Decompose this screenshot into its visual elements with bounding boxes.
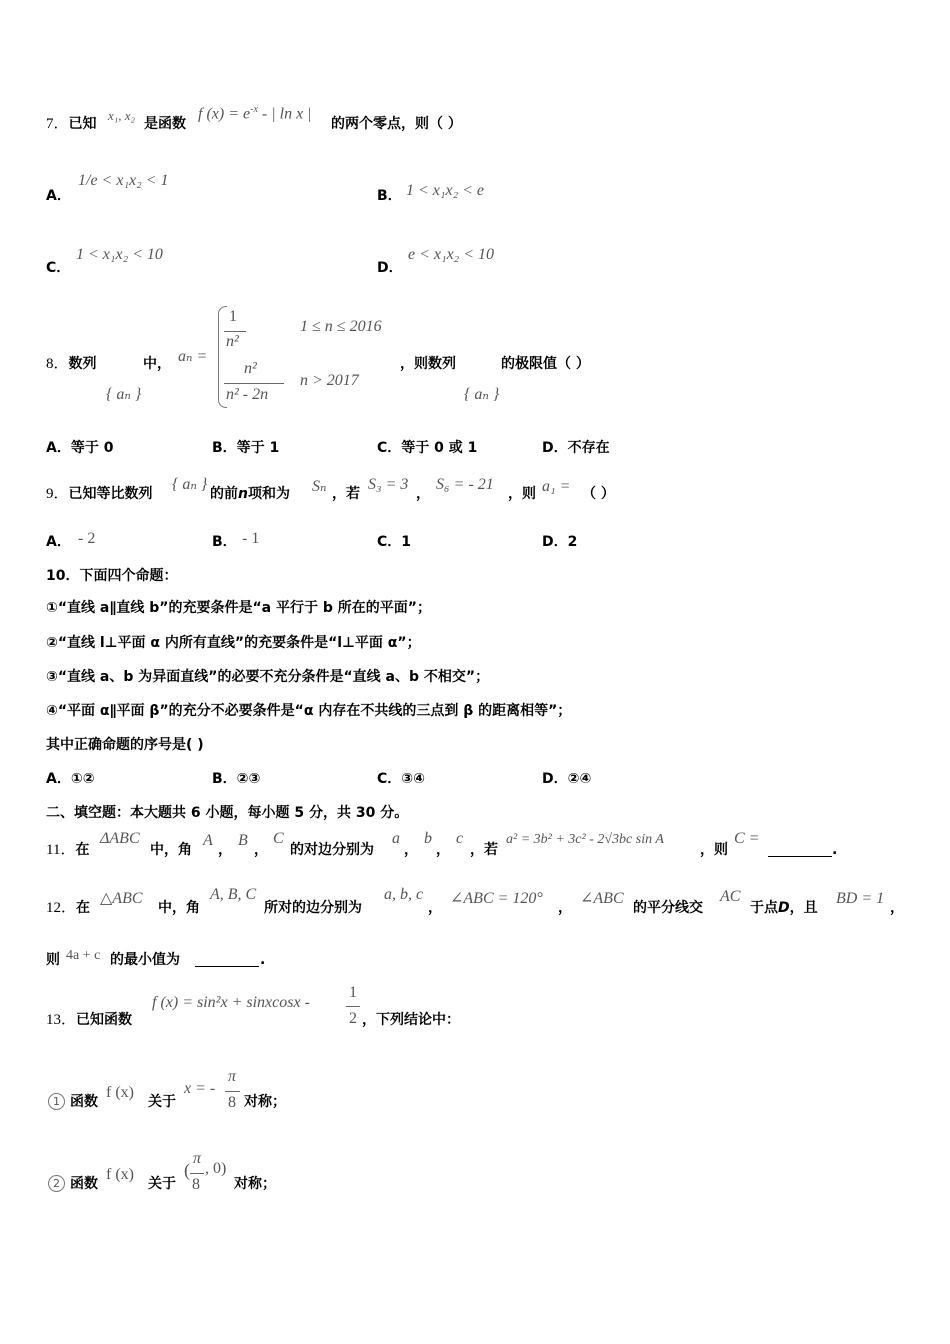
q10-ask: 其中正确命题的序号是( ) bbox=[46, 737, 204, 753]
q12-text-7a: 于点 bbox=[750, 900, 778, 916]
q11-text-9: ，则 bbox=[700, 842, 728, 858]
q7-stem bbox=[46, 114, 97, 134]
q13-s2-den: 8 bbox=[192, 1176, 200, 1193]
q12-text-7 bbox=[750, 898, 818, 918]
q13-s2-close: , 0) bbox=[205, 1160, 227, 1177]
q12-text-4: ， bbox=[428, 900, 442, 916]
q9-s3: S₃ = 3 bbox=[368, 476, 409, 493]
q13-s1-x: x = - bbox=[184, 1080, 216, 1097]
q11-number: 11． bbox=[46, 842, 76, 858]
q8-case1-den: n² bbox=[226, 333, 239, 350]
q7-option-b-math: 1 < x₁x₂ < e bbox=[406, 182, 485, 199]
q8-an-lhs: aₙ = bbox=[178, 348, 208, 365]
q8-case2-den: n² - 2n bbox=[226, 386, 269, 403]
q9-text-n: n bbox=[238, 486, 248, 502]
q12-BD: BD = 1 bbox=[836, 890, 885, 907]
q13-s1-text-2: 关于 bbox=[148, 1094, 176, 1110]
q11-text-7: ， bbox=[436, 842, 450, 858]
q9-text-6: ， bbox=[416, 486, 430, 502]
q10-prop-1: ①“直线 a∥直线 b”的充要条件是“a 平行于 b 所在的平面”； bbox=[46, 600, 431, 616]
q8-option-c: C．等于 0 或 1 bbox=[377, 440, 478, 456]
q9-option-a-label: A． bbox=[46, 534, 71, 550]
q13-text-2: ，下列结论中： bbox=[362, 1012, 460, 1028]
q12-text-3: 所对的边分别为 bbox=[264, 900, 362, 916]
q7-number: 7． bbox=[46, 116, 69, 132]
q13-text-1: 已知函数 bbox=[76, 1012, 133, 1028]
q7-math-function bbox=[198, 104, 312, 123]
q7-function-lhs: f (x) = e bbox=[198, 105, 251, 123]
q9-s6: S₆ = - 21 bbox=[436, 476, 494, 493]
q11-text-3: ， bbox=[218, 842, 232, 858]
q13-stem bbox=[46, 1010, 132, 1030]
q12-point-D: D bbox=[778, 900, 790, 916]
q9-option-c: C．1 bbox=[377, 534, 412, 550]
q13-s2-text-2: 关于 bbox=[148, 1176, 176, 1192]
q8-case2-cond: n > 2017 bbox=[300, 372, 359, 389]
q8-stem bbox=[46, 354, 97, 374]
q11-text-2: 中，角 bbox=[150, 842, 192, 858]
q10-prop-2: ②“直线 l⊥平面 α 内所有直线”的充要条件是“l⊥平面 α”； bbox=[46, 635, 421, 651]
q9-text-7: ，则 bbox=[508, 486, 536, 502]
q13-s2-pi: π bbox=[193, 1150, 202, 1167]
q8-seq-1: { aₙ } bbox=[106, 386, 142, 403]
q9-text-1: 已知等比数列 bbox=[68, 486, 153, 502]
q13-s2-text-1: 函数 bbox=[70, 1176, 98, 1192]
q7-text-2: 是函数 bbox=[144, 116, 186, 132]
q13-s1-pi: π bbox=[228, 1068, 237, 1085]
q13-s1-fx: f (x) bbox=[106, 1084, 134, 1101]
q9-text-5: ，若 bbox=[332, 486, 360, 502]
q8-case1-bar bbox=[224, 331, 246, 332]
q10-head: 10．下面四个命题： bbox=[46, 568, 178, 584]
q9-a1: a₁ = bbox=[542, 478, 571, 495]
q11-text-1: 在 bbox=[75, 842, 90, 858]
q11-text-6: ， bbox=[404, 842, 418, 858]
q11-text-4: ， bbox=[254, 842, 268, 858]
q11-text-8: ，若 bbox=[470, 842, 498, 858]
q12-number: 12． bbox=[46, 900, 77, 916]
q10-option-b: B．②③ bbox=[212, 771, 261, 787]
q8-text-4: 的极限值（ ） bbox=[501, 356, 590, 372]
q13-s2-text-3: 对称； bbox=[234, 1176, 276, 1192]
q9-seq: { aₙ } bbox=[172, 476, 208, 493]
q9-text-2b: 项和为 bbox=[247, 486, 290, 502]
q10-option-c: C．③④ bbox=[377, 771, 425, 787]
q7-option-d-math: e < x₁x₂ < 10 bbox=[408, 246, 495, 263]
q7-function-exp: -x bbox=[250, 104, 258, 115]
q7-option-c-math: 1 < x₁x₂ < 10 bbox=[76, 246, 163, 263]
q9-option-b-label: B． bbox=[212, 534, 237, 550]
q11-B: B bbox=[238, 832, 248, 849]
q12-text-1: 在 bbox=[76, 900, 91, 916]
q7-function-rhs: - | ln x | bbox=[261, 105, 312, 123]
q13-half-den: 2 bbox=[349, 1010, 357, 1027]
q12-line2-a: 则 bbox=[46, 952, 60, 968]
q13-s1-text-3: 对称； bbox=[244, 1094, 286, 1110]
q7-text-1: 已知 bbox=[68, 116, 97, 132]
q8-option-b: B．等于 1 bbox=[212, 440, 280, 456]
q7-option-c-label: C． bbox=[46, 260, 71, 276]
q13-function: f (x) = sin²x + sinxcosx - bbox=[152, 994, 310, 1011]
q11-c: c bbox=[456, 830, 464, 847]
q8-number: 8． bbox=[46, 356, 69, 372]
q12-text-2: 中，角 bbox=[158, 900, 200, 916]
q8-case1-num: 1 bbox=[229, 308, 237, 325]
q12-abc: a, b, c bbox=[384, 886, 424, 903]
q9-option-b-math: - 1 bbox=[242, 530, 260, 547]
q11-stem bbox=[46, 840, 89, 860]
q12-text-10: ， bbox=[890, 900, 904, 916]
q13-s1-circle: 1 bbox=[48, 1093, 65, 1110]
q13-s1-text-1: 函数 bbox=[70, 1094, 98, 1110]
q11-C: C bbox=[273, 830, 284, 847]
q13-s1-den: 8 bbox=[228, 1094, 236, 1111]
q13-s2-bar bbox=[190, 1173, 204, 1174]
q9-stem bbox=[46, 484, 153, 504]
q13-half-num: 1 bbox=[349, 984, 357, 1001]
q11-C-eq: C = bbox=[734, 830, 760, 847]
q7-option-d-label: D． bbox=[377, 260, 403, 276]
q8-case2-num: n² bbox=[244, 360, 257, 377]
q8-text-3: ，则数列 bbox=[400, 356, 456, 372]
q12-text-7b: ，且 bbox=[789, 900, 818, 916]
q12-line2-b: 的最小值为 bbox=[110, 952, 180, 968]
q12-answer-blank[interactable] bbox=[195, 952, 259, 967]
q13-s2-circle: 2 bbox=[48, 1175, 65, 1192]
q9-number: 9． bbox=[46, 486, 69, 502]
q12-stem bbox=[46, 898, 90, 918]
q7-option-a-label: A． bbox=[46, 188, 71, 204]
q13-number: 13． bbox=[46, 1012, 77, 1028]
q11-equation: a² = 3b² + 3c² - 2√3bc sin A bbox=[506, 832, 664, 847]
q11-A: A bbox=[203, 832, 213, 849]
q11-end: . bbox=[832, 842, 838, 858]
q11-answer-blank[interactable] bbox=[768, 842, 832, 857]
q8-option-d: D．不存在 bbox=[542, 440, 610, 456]
q13-s2-fx: f (x) bbox=[106, 1166, 134, 1183]
q7-text-3: 的两个零点，则（ ） bbox=[331, 116, 462, 132]
q12-text-6: 的平分线交 bbox=[633, 900, 703, 916]
q8-case1-cond: 1 ≤ n ≤ 2016 bbox=[300, 318, 382, 335]
q12-angle-2: ∠ABC bbox=[580, 890, 624, 907]
q9-sn: Sₙ bbox=[312, 478, 327, 495]
q7-option-a-math: 1/e < x₁x₂ < 1 bbox=[78, 172, 169, 189]
q8-text-1: 数列 bbox=[68, 356, 97, 372]
q10-option-a: A．①② bbox=[46, 771, 95, 787]
q12-AC: AC bbox=[720, 888, 741, 905]
q11-a: a bbox=[392, 830, 400, 847]
q11-text-5: 的对边分别为 bbox=[290, 842, 374, 858]
q8-option-a: A．等于 0 bbox=[46, 440, 114, 456]
q9-text-8: （ ） bbox=[582, 486, 615, 502]
q12-end: . bbox=[260, 952, 266, 968]
q13-s1-bar bbox=[225, 1091, 240, 1092]
q9-text-2a: 的前 bbox=[210, 486, 238, 502]
q12-text-5: ， bbox=[558, 900, 572, 916]
q7-option-b-label: B． bbox=[377, 188, 402, 204]
q12-4ac: 4a + c bbox=[66, 948, 101, 963]
q13-s2-open: ( bbox=[184, 1160, 190, 1180]
q9-text-2 bbox=[210, 484, 290, 504]
q7-math-roots: x₁, x₂ bbox=[108, 108, 136, 123]
q8-case2-bar bbox=[224, 383, 284, 384]
section-2-heading: 二、填空题：本大题共 6 小题，每小题 5 分，共 30 分。 bbox=[46, 805, 409, 821]
q13-half-bar bbox=[346, 1006, 360, 1007]
q12-angle: ∠ABC = 120° bbox=[450, 890, 543, 907]
q12-ABC: A, B, C bbox=[210, 886, 257, 903]
q11-triangle: ΔABC bbox=[100, 830, 140, 847]
q11-b: b bbox=[424, 830, 432, 847]
q10-option-d: D．②④ bbox=[542, 771, 592, 787]
q12-triangle: △ABC bbox=[100, 890, 143, 907]
q10-prop-4: ④“平面 α∥平面 β”的充分不必要条件是“α 内存在不共线的三点到 β 的距离相等”； bbox=[46, 703, 572, 719]
q8-text-2: 中， bbox=[143, 356, 171, 372]
q9-option-d: D．2 bbox=[542, 534, 578, 550]
q9-option-a-math: - 2 bbox=[78, 530, 96, 547]
q10-prop-3: ③“直线 a、b 为异面直线”的必要不充分条件是“直线 a、b 不相交”； bbox=[46, 669, 490, 685]
q8-seq-2: { aₙ } bbox=[464, 386, 500, 403]
